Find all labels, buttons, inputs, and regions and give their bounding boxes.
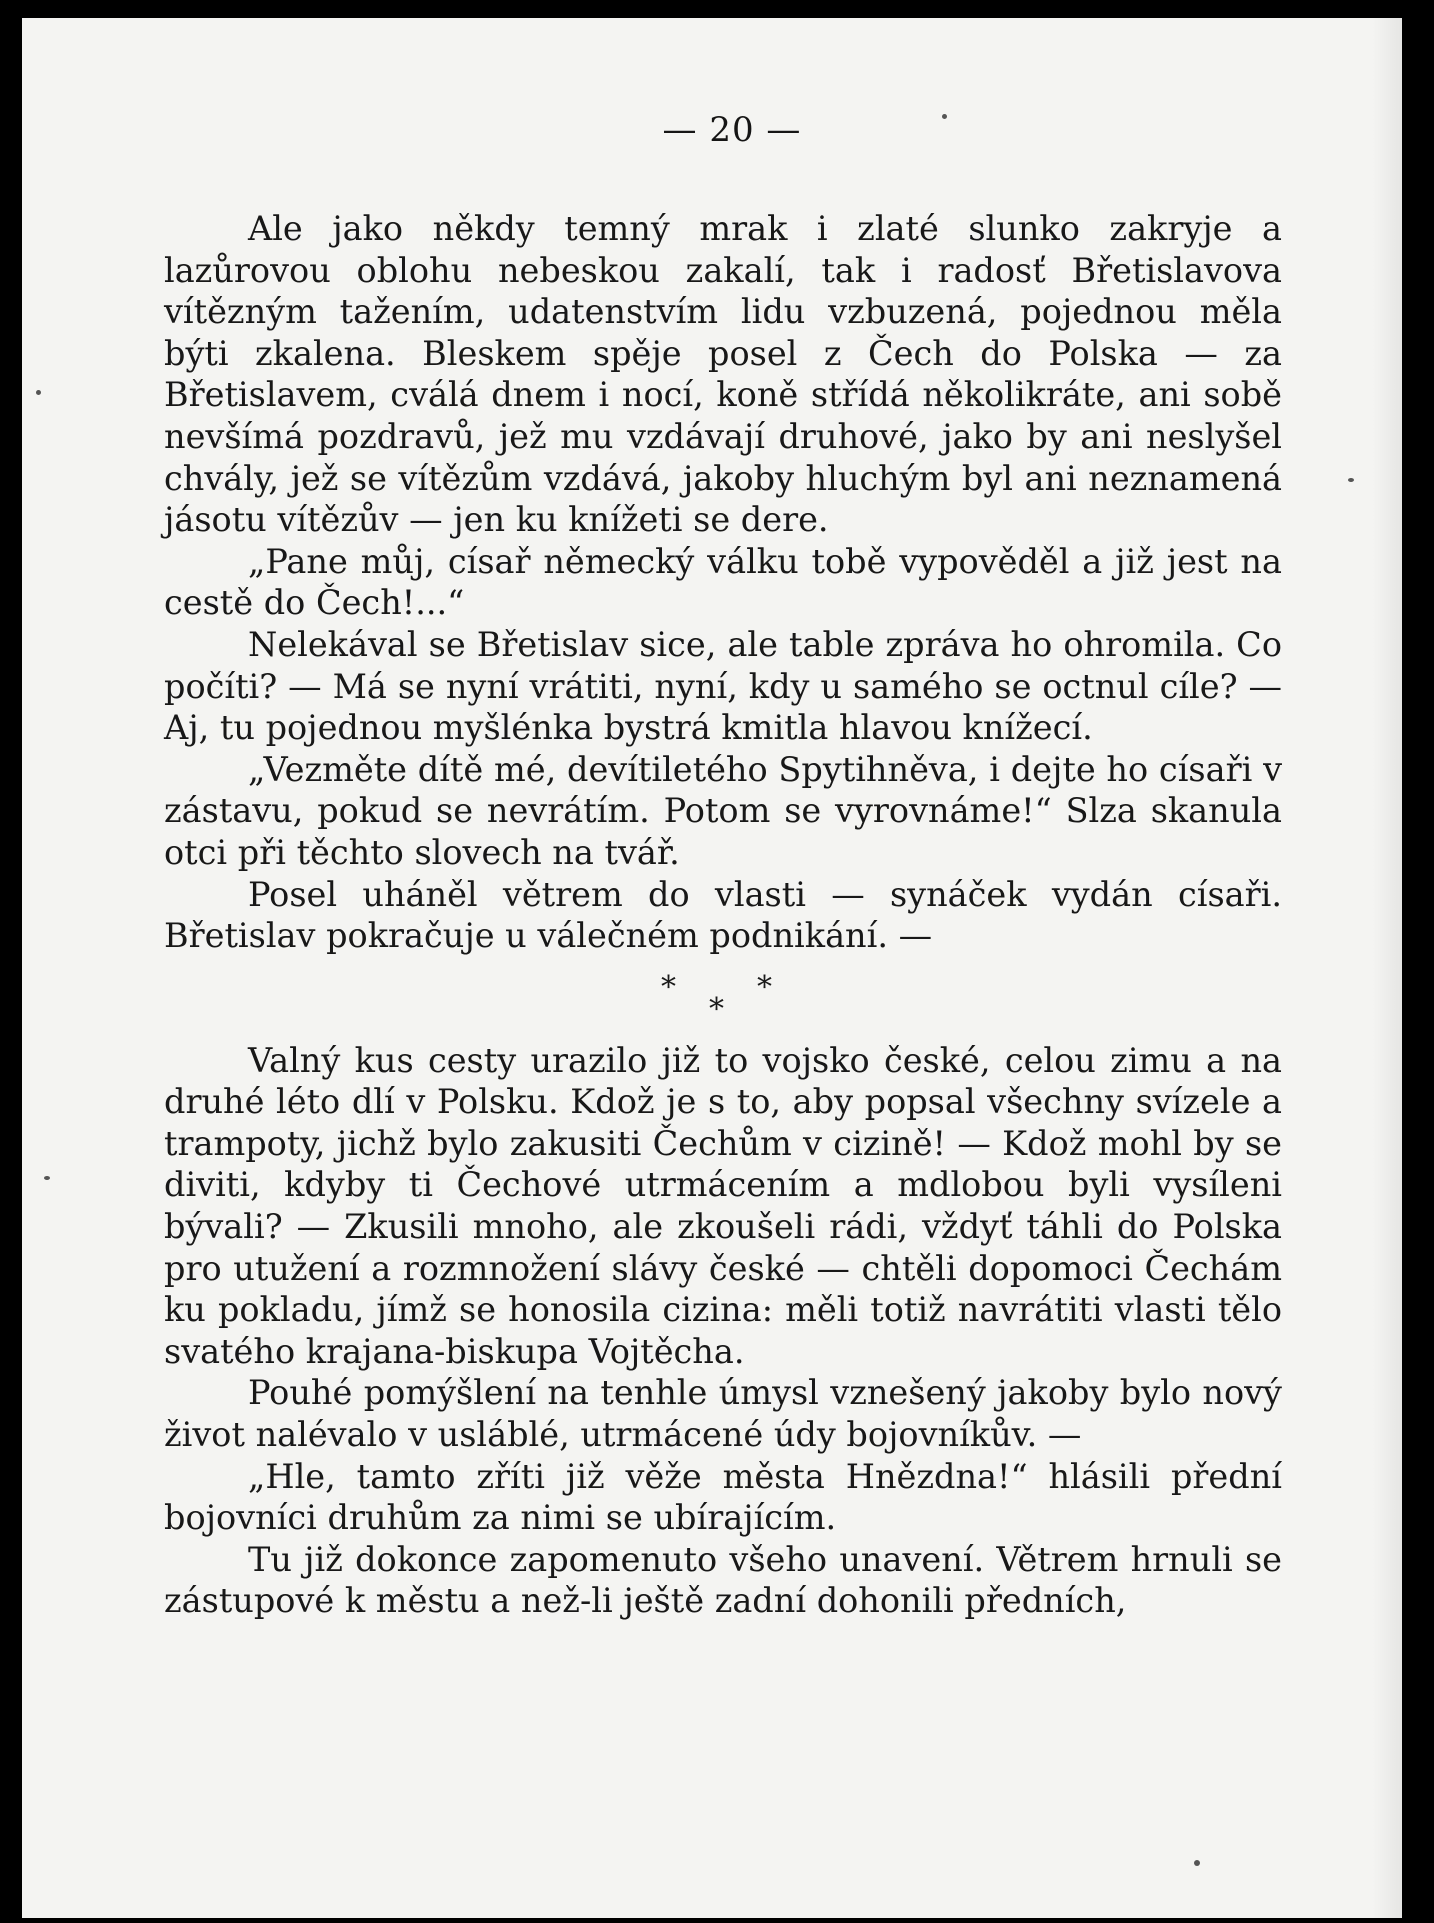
paragraph: „Pane můj, císař německý válku tobě vypověděl a již jest na cestě do Čech!...“ [164,541,1282,623]
paragraph: Tu již dokonce zapomenuto všeho unavení. Větrem hrnuli se zástupové k městu a než-li ještě zadní dohonili předních, [164,1539,1282,1621]
asterisk-icon: * [757,969,772,1005]
print-speck [44,1176,50,1180]
print-speck [36,390,41,395]
page-number: — 20 — [662,110,802,150]
paragraph: Posel uháněl větrem do vlasti — synáček vydán císaři. Břetislav pokračuje u válečném podnikání. — [164,874,1282,956]
paragraph: Ale jako někdy temný mrak i zlaté slunko zakryje a lazůrovou oblohu nebeskou zakalí, tak i radosť Břetislavova vítězným tažením, udatenstvím lidu vzbuzená, pojednou měla býti zkalena. Bleskem spěje posel z Čech do Polska — za Břetislavem, cválá dnem i nocí, koně střídá několikráte, ani sobě nevšímá pozdravů, jež mu vzdávají druhové, jako by ani neslyšel chvály, jež se vítězům vzdává, jakoby hluchým byl ani neznamená jásotu vítězův — jen ku knížeti se dere. [164,209,1282,540]
body-text [164,208,1282,1622]
asterisk-icon: * [661,969,676,1005]
paragraph: Nelekával se Břetislav sice, ale table zpráva ho ohromila. Co počíti? — Má se nyní vrátiti, nyní, kdy u samého se octnul cíle? — Aj, tu pojednou myšlénka bystrá kmitla hlavou knížecí. [164,624,1282,748]
paragraph: „Hle, tamto zříti již věže města Hnězdna!“ hlásili přední bojovníci druhům za nimi se ubírajícím. [164,1456,1282,1538]
paragraph: Valný kus cesty urazilo již to vojsko české, celou zimu a na druhé léto dlí v Polsku. Kdož je s to, aby popsal všechny svízele a trampoty, jichž bylo zakusiti Čechům v cizině! — Kdož mohl by se diviti, kdyby ti Čechové utrmácením a mdlobou byli vysíleni bývali? — Zkusili mnoho, ale zkoušeli rádi, vždyť táhli do Polska pro utužení a rozmnožení slávy české — chtěli dopomoci Čechám ku pokladu, jímž se honosila cizina: měli totiž navrátiti vlasti tělo svatého krajana-biskupa Vojtěcha. [164,1040,1282,1371]
paragraph: Pouhé pomýšlení na tenhle úmysl vznešený jakoby bylo nový život nalévalo v usláblé, utrmácené údy bojovníkův. — [164,1373,1282,1455]
print-speck [1194,1860,1200,1866]
book-page [22,18,1402,1918]
page-edge-shadow [1372,18,1402,1918]
print-speck [942,114,947,119]
paragraph: „Vezměte dítě mé, devítiletého Spytihněva, i dejte ho císaři v zástavu, pokud se nevrátím. Potom se vyrovnáme!“ Slza skanula otci při těchto slovech na tvář. [164,749,1282,872]
section-break-asterisks [164,957,1282,1040]
print-speck [1348,478,1354,482]
asterisk-icon: * [709,991,724,1027]
